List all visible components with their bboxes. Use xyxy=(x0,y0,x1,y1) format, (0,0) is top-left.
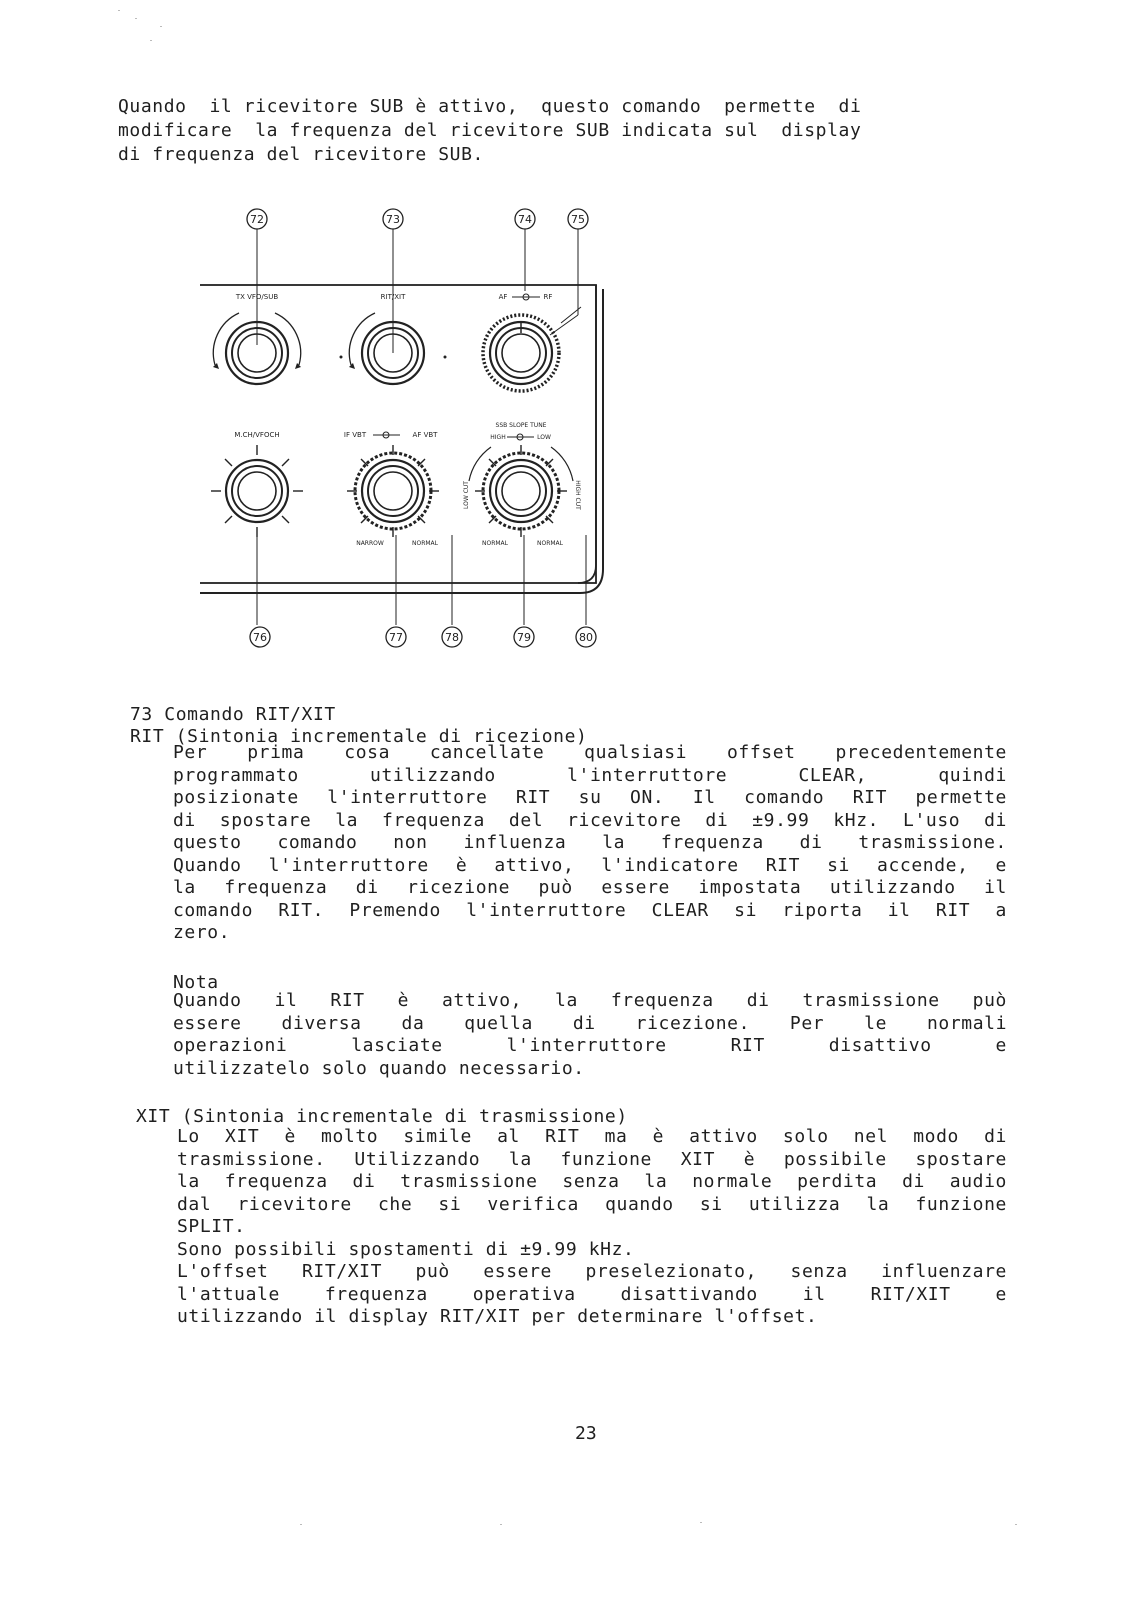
label-normal-high: NORMAL xyxy=(536,540,564,547)
xit-paragraph xyxy=(177,1126,1007,1329)
label-if-vbt: IF VBT xyxy=(343,431,367,439)
label-high-cut: HIGH CUT xyxy=(574,480,581,510)
scan-speck xyxy=(135,18,137,19)
note-line: utilizzatelo solo quando necessario. xyxy=(173,1057,585,1079)
rit-line: di spostare la frequenza del ricevitore di ±9.99 kHz. L'uso di xyxy=(173,809,1007,831)
label-rit-xit: RIT/XIT xyxy=(380,293,406,301)
label-m-ch-vfoch: M.CH/VFOCH xyxy=(234,431,280,439)
rit-line: la frequenza di ricezione può essere impostata utilizzando il xyxy=(173,877,1007,898)
rit-line: Per prima cosa cancellate qualsiasi offset precedentemente xyxy=(173,742,1007,763)
rit-line: comando RIT. Premendo l'interruttore CLEAR si riporta il RIT a xyxy=(173,899,1007,921)
callout-78 xyxy=(442,535,462,647)
label-normal-low: NORMAL xyxy=(481,540,509,547)
label-rf: RF xyxy=(543,293,553,301)
label-af: AF xyxy=(498,293,508,301)
xit-line: Sono possibili spostamenti di ±9.99 kHz. xyxy=(177,1238,635,1260)
label-ssb-slope-tune: SSB SLOPE TUNE xyxy=(495,422,547,429)
note-title: Nota xyxy=(173,972,219,993)
xit-line: trasmissione. Utilizzando la funzione XIT è possibile spostare xyxy=(177,1148,1007,1170)
note-line: essere diversa da quella di ricezione. Per le normali xyxy=(173,1012,1007,1034)
xit-line: dal ricevitore che si verifica quando si utilizza la funzione xyxy=(177,1193,1007,1215)
rit-line: programmato utilizzando l'interruttore CLEAR, quindi xyxy=(173,764,1007,786)
note-line: operazioni lasciate l'interruttore RIT disattivo e xyxy=(173,1035,1007,1056)
intro-line: di frequenza del ricevitore SUB. xyxy=(118,144,484,165)
callout-77 xyxy=(386,535,406,647)
xit-heading: XIT (Sintonia incrementale di trasmissione) xyxy=(136,1106,628,1127)
svg-text:75: 75 xyxy=(571,213,585,226)
vbt-knob xyxy=(347,445,439,537)
intro-line: modificare la frequenza del ricevitore SUB indicata sul display xyxy=(118,120,862,141)
scan-speck xyxy=(118,10,120,11)
label-af-vbt: AF VBT xyxy=(412,431,438,439)
scan-speck xyxy=(300,1524,302,1525)
label-high: HIGH xyxy=(490,434,506,441)
label-low: LOW xyxy=(537,434,551,441)
scan-speck xyxy=(150,40,152,41)
xit-line: L'offset RIT/XIT può essere preselezionato, senza influenzare xyxy=(177,1261,1007,1282)
callout-74 xyxy=(515,209,535,291)
label-narrow: NARROW xyxy=(356,540,384,547)
callout-73 xyxy=(383,209,403,353)
page-number: 23 xyxy=(575,1423,597,1444)
svg-text:74: 74 xyxy=(518,213,532,226)
front-panel-diagram xyxy=(200,205,640,675)
label-normal-if: NORMAL xyxy=(411,540,439,547)
svg-text:77: 77 xyxy=(389,631,403,644)
svg-text:79: 79 xyxy=(517,631,531,644)
svg-text:78: 78 xyxy=(445,631,459,644)
callout-79 xyxy=(514,535,534,647)
rit-paragraph xyxy=(173,742,1007,945)
intro-line: Quando il ricevitore SUB è attivo, questo comando permette di xyxy=(118,96,862,117)
rit-heading: RIT (Sintonia incrementale di ricezione) xyxy=(130,726,588,747)
xit-line: l'attuale frequenza operativa disattivando il RIT/XIT e xyxy=(177,1283,1007,1305)
svg-text:72: 72 xyxy=(250,213,264,226)
scan-speck xyxy=(700,1522,702,1523)
callout-76 xyxy=(250,535,270,647)
rit-line: Quando l'interruttore è attivo, l'indicatore RIT si accende, e xyxy=(173,854,1007,876)
rit-line: questo comando non influenza la frequenza di trasmissione. xyxy=(173,832,1007,853)
section-heading: 73 Comando RIT/XIT xyxy=(130,704,336,725)
m-ch-vfoch-knob xyxy=(211,445,303,537)
svg-text:76: 76 xyxy=(253,631,267,644)
xit-line: Lo XIT è molto simile al RIT ma è attivo solo nel modo di xyxy=(177,1126,1007,1147)
label-tx-vfo-sub: TX VFO/SUB xyxy=(235,293,279,301)
xit-line: la frequenza di trasmissione senza la normale perdita di audio xyxy=(177,1171,1007,1192)
xit-line: SPLIT. xyxy=(177,1216,246,1237)
xit-line: utilizzando il display RIT/XIT per determinare l'offset. xyxy=(177,1306,818,1327)
svg-text:80: 80 xyxy=(579,631,593,644)
svg-text:73: 73 xyxy=(386,213,400,226)
af-rf-knob xyxy=(483,307,581,391)
scan-speck xyxy=(1015,1524,1017,1525)
note-line: Quando il RIT è attivo, la frequenza di trasmissione può xyxy=(173,990,1007,1011)
note-paragraph xyxy=(173,990,1007,1080)
ssb-slope-tune-knob xyxy=(469,445,573,537)
rit-line: zero. xyxy=(173,922,231,943)
rit-line: posizionate l'interruttore RIT su ON. Il comando RIT permette xyxy=(173,787,1007,808)
scan-speck xyxy=(160,26,162,27)
scan-speck xyxy=(500,1524,502,1525)
label-low-cut: LOW CUT xyxy=(463,481,470,509)
callout-72 xyxy=(247,209,267,345)
